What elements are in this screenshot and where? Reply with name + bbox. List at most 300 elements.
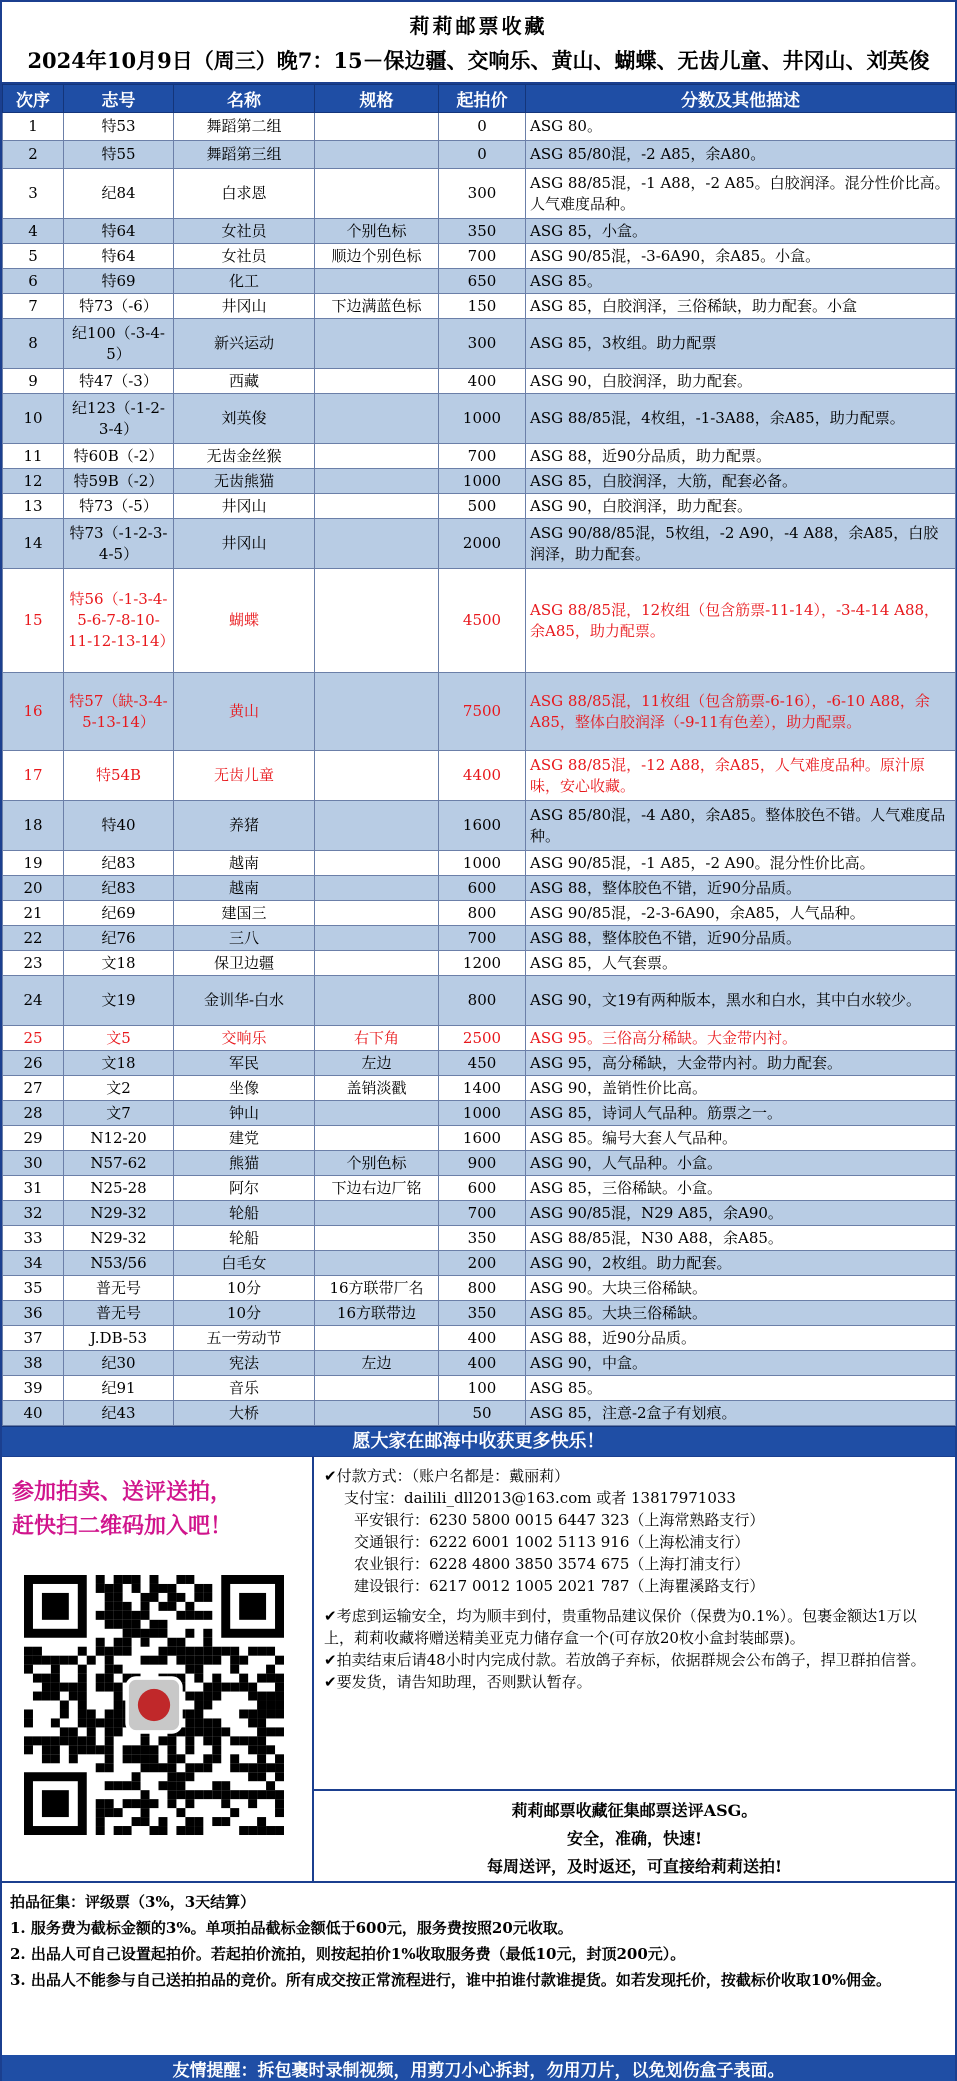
- lot-spec: [315, 1126, 439, 1151]
- lot-code: 特47（-3）: [64, 369, 174, 394]
- lot-desc: ASG 88，近90分品质，助力配票。: [526, 444, 956, 469]
- lot-spec: [315, 1326, 439, 1351]
- lot-desc: ASG 85，诗词人气品种。筋票之一。: [526, 1101, 956, 1126]
- table-row: [3, 169, 956, 219]
- table-row: [3, 569, 956, 673]
- lot-price: 4500: [439, 569, 526, 673]
- lot-desc: ASG 90/85混，-3-6A90，余A85。小盒。: [526, 244, 956, 269]
- lot-no: 28: [3, 1101, 64, 1126]
- lot-code: 纪30: [64, 1351, 174, 1376]
- lot-name: 轮船: [174, 1226, 315, 1251]
- lot-spec: 盖销淡戳: [315, 1076, 439, 1101]
- table-row: [3, 1276, 956, 1301]
- reminder-banner: 友情提醒：拆包裹时录制视频，用剪刀小心拆封，勿用刀片，以免划伤盒子表面。: [2, 2055, 955, 2081]
- lot-code: 特60B（-2）: [64, 444, 174, 469]
- table-row: [3, 1176, 956, 1201]
- lot-desc: ASG 90，2枚组。助力配套。: [526, 1251, 956, 1276]
- lot-code: 文18: [64, 951, 174, 976]
- payment-deadline-note: ✔拍卖结束后请48小时内完成付款。若放鸽子弃标，依据群规会公布鸽子，捍卫群拍信誉。: [324, 1651, 926, 1669]
- lot-spec: [315, 519, 439, 569]
- lot-desc: ASG 85。大块三俗稀缺。: [526, 1301, 956, 1326]
- lot-code: 特55: [64, 141, 174, 169]
- lot-desc: ASG 85/80混，-4 A80，余A85。整体胶色不错。人气难度品种。: [526, 801, 956, 851]
- lot-name: 井冈山: [174, 294, 315, 319]
- table-row: [3, 1151, 956, 1176]
- lot-spec: [315, 269, 439, 294]
- lot-code: 纪83: [64, 851, 174, 876]
- lot-no: 30: [3, 1151, 64, 1176]
- lot-price: 1000: [439, 1101, 526, 1126]
- lot-no: 18: [3, 801, 64, 851]
- lot-desc: ASG 88/85混，4枚组，-1-3A88，余A85，助力配票。: [526, 394, 956, 444]
- lot-code: 普无号: [64, 1276, 174, 1301]
- table-row: [3, 1351, 956, 1376]
- collect-line-1: 莉莉邮票收藏征集邮票送评ASG。: [511, 1801, 758, 1820]
- lot-no: 26: [3, 1051, 64, 1076]
- lot-desc: ASG 88/85混，-1 A88，-2 A85。白胶润泽。混分性价比高。人气难度品种。: [526, 169, 956, 219]
- lot-price: 700: [439, 1201, 526, 1226]
- lot-price: 0: [439, 141, 526, 169]
- lot-spec: 个别色标: [315, 219, 439, 244]
- lot-code: 特64: [64, 219, 174, 244]
- lot-desc: ASG 88/85混，N30 A88，余A85。: [526, 1226, 956, 1251]
- payment-heading: ✔付款方式：（账户名都是：戴丽莉）: [324, 1467, 570, 1485]
- lot-price: 7500: [439, 673, 526, 751]
- lot-name: 阿尔: [174, 1176, 315, 1201]
- lot-code: 纪84: [64, 169, 174, 219]
- table-row: [3, 494, 956, 519]
- lot-desc: ASG 90/85混，-1 A85，-2 A90。混分性价比高。: [526, 851, 956, 876]
- lot-desc: ASG 90/88/85混，5枚组，-2 A90，-4 A88，余A85，白胶润泽，助力配套。: [526, 519, 956, 569]
- table-row: [3, 951, 956, 976]
- lot-desc: ASG 88/85混，12枚组（包含筋票-11-14），-3-4-14 A88，余A85，助力配票。: [526, 569, 956, 673]
- lot-price: 650: [439, 269, 526, 294]
- table-row: [3, 1126, 956, 1151]
- lot-no: 15: [3, 569, 64, 673]
- lot-spec: [315, 469, 439, 494]
- lot-no: 22: [3, 926, 64, 951]
- table-row: [3, 851, 956, 876]
- lot-no: 14: [3, 519, 64, 569]
- lot-price: 1600: [439, 1126, 526, 1151]
- lot-code: 特59B（-2）: [64, 469, 174, 494]
- lot-code: 纪100（-3-4-5）: [64, 319, 174, 369]
- lot-desc: ASG 88，整体胶色不错，近90分品质。: [526, 876, 956, 901]
- lot-desc: ASG 90，中盒。: [526, 1351, 956, 1376]
- table-row: [3, 444, 956, 469]
- rule-item: 3. 出品人不能参与自己送拍拍品的竞价。所有成交按正常流程进行，谁中拍谁付款谁提货。如若发现托价，按截标价收取10%佣金。: [10, 1971, 892, 1989]
- table-row: [3, 113, 956, 141]
- lot-code: N29-32: [64, 1201, 174, 1226]
- lot-no: 37: [3, 1326, 64, 1351]
- lot-no: 11: [3, 444, 64, 469]
- lot-desc: ASG 85，3枚组。助力配票: [526, 319, 956, 369]
- lot-price: 400: [439, 369, 526, 394]
- lot-name: 保卫边疆: [174, 951, 315, 976]
- lot-name: 10分: [174, 1301, 315, 1326]
- lot-code: N57-62: [64, 1151, 174, 1176]
- lot-code: 特57（缺-3-4-5-13-14）: [64, 673, 174, 751]
- alipay-account: 支付宝：dailili_dll2013@163.com 或者 13817971033: [344, 1489, 736, 1507]
- lot-spec: 下边右边厂铭: [315, 1176, 439, 1201]
- lot-code: J.DB-53: [64, 1326, 174, 1351]
- lot-name: 建党: [174, 1126, 315, 1151]
- lot-price: 1200: [439, 951, 526, 976]
- lot-price: 350: [439, 1226, 526, 1251]
- lot-price: 700: [439, 244, 526, 269]
- table-row: [3, 219, 956, 244]
- lot-no: 9: [3, 369, 64, 394]
- lot-no: 33: [3, 1226, 64, 1251]
- lot-desc: ASG 88，整体胶色不错，近90分品质。: [526, 926, 956, 951]
- lot-code: 纪69: [64, 901, 174, 926]
- lot-spec: [315, 1201, 439, 1226]
- lot-code: 文18: [64, 1051, 174, 1076]
- table-row: [3, 141, 956, 169]
- lot-name: 西藏: [174, 369, 315, 394]
- lot-spec: 左边: [315, 1351, 439, 1376]
- lot-spec: [315, 951, 439, 976]
- delivery-note: ✔要发货，请告知助理，否则默认暂存。: [324, 1673, 592, 1691]
- lot-price: 1000: [439, 851, 526, 876]
- lot-spec: [315, 1401, 439, 1426]
- lot-no: 36: [3, 1301, 64, 1326]
- lot-spec: [315, 569, 439, 673]
- lot-price: 1000: [439, 469, 526, 494]
- lot-name: 无齿熊猫: [174, 469, 315, 494]
- lot-spec: [315, 976, 439, 1026]
- table-row: [3, 269, 956, 294]
- lot-price: 2000: [439, 519, 526, 569]
- lot-name: 黄山: [174, 673, 315, 751]
- lot-price: 500: [439, 494, 526, 519]
- lot-price: 400: [439, 1351, 526, 1376]
- title-bar: [2, 2, 955, 84]
- lot-name: 钟山: [174, 1101, 315, 1126]
- table-row: [3, 319, 956, 369]
- lot-code: 纪76: [64, 926, 174, 951]
- lot-spec: [315, 1101, 439, 1126]
- lot-spec: [315, 113, 439, 141]
- info-section: [2, 1456, 955, 1881]
- lot-desc: ASG 90/85混，-2-3-6A90，余A85，人气品种。: [526, 901, 956, 926]
- lot-no: 17: [3, 751, 64, 801]
- lot-spec: [315, 169, 439, 219]
- lot-spec: [315, 1376, 439, 1401]
- lot-price: 50: [439, 1401, 526, 1426]
- lot-code: N53/56: [64, 1251, 174, 1276]
- table-row: [3, 1326, 956, 1351]
- promo-line-2: 赶快扫二维码加入吧！: [12, 1513, 233, 1539]
- lot-code: N12-20: [64, 1126, 174, 1151]
- page-title: 莉莉邮票收藏: [409, 14, 548, 38]
- lot-spec: [315, 1226, 439, 1251]
- lot-name: 熊猫: [174, 1151, 315, 1176]
- lot-no: 34: [3, 1251, 64, 1276]
- lot-code: 特53: [64, 113, 174, 141]
- bank-account: 交通银行：6222 6001 1002 5113 916（上海松浦支行）: [354, 1533, 750, 1551]
- table-header-row: [3, 85, 956, 113]
- table-row: [3, 294, 956, 319]
- lot-name: 坐像: [174, 1076, 315, 1101]
- lot-name: 化工: [174, 269, 315, 294]
- table-row: [3, 673, 956, 751]
- lot-no: 3: [3, 169, 64, 219]
- lot-no: 10: [3, 394, 64, 444]
- lot-spec: [315, 319, 439, 369]
- lot-desc: ASG 85，人气套票。: [526, 951, 956, 976]
- lot-price: 300: [439, 319, 526, 369]
- rules-section: [2, 1881, 955, 2055]
- rule-item: 1. 服务费为截标金额的3%。单项拍品截标金额低于600元，服务费按照20元收取。: [10, 1919, 573, 1937]
- lot-spec: 个别色标: [315, 1151, 439, 1176]
- lot-no: 16: [3, 673, 64, 751]
- lot-desc: ASG 90，白胶润泽，助力配套。: [526, 369, 956, 394]
- lot-spec: [315, 1251, 439, 1276]
- lot-spec: 右下角: [315, 1026, 439, 1051]
- lot-spec: 16方联带边: [315, 1301, 439, 1326]
- lot-spec: [315, 369, 439, 394]
- lot-no: 32: [3, 1201, 64, 1226]
- column-header-desc: 分数及其他描述: [526, 85, 956, 113]
- lot-no: 21: [3, 901, 64, 926]
- lot-code: N25-28: [64, 1176, 174, 1201]
- lot-price: 150: [439, 294, 526, 319]
- lot-spec: 左边: [315, 1051, 439, 1076]
- lot-name: 交响乐: [174, 1026, 315, 1051]
- lot-name: 女社员: [174, 244, 315, 269]
- lot-name: 宪法: [174, 1351, 315, 1376]
- lot-no: 8: [3, 319, 64, 369]
- lot-spec: [315, 394, 439, 444]
- lot-desc: ASG 88/85混，11枚组（包含筋票-6-16），-6-10 A88，余A85，整体白胶润泽（-9-11有色差），助力配票。: [526, 673, 956, 751]
- table-row: [3, 244, 956, 269]
- lot-price: 350: [439, 219, 526, 244]
- lot-desc: ASG 90，人气品种。小盒。: [526, 1151, 956, 1176]
- lot-name: 金训华-白水: [174, 976, 315, 1026]
- table-row: [3, 1201, 956, 1226]
- table-row: [3, 1376, 956, 1401]
- table-row: [3, 1051, 956, 1076]
- collect-line-3: 每周送评，及时返还，可直接给莉莉送拍!: [486, 1857, 783, 1876]
- bank-account: 建设银行：6217 0012 1005 2021 787（上海瞿溪路支行）: [354, 1577, 765, 1595]
- lot-no: 25: [3, 1026, 64, 1051]
- lot-no: 27: [3, 1076, 64, 1101]
- lot-desc: ASG 90/85混，N29 A85，余A90。: [526, 1201, 956, 1226]
- table-row: [3, 1076, 956, 1101]
- lot-desc: ASG 88，近90分品质。: [526, 1326, 956, 1351]
- lot-desc: ASG 85，三俗稀缺。小盒。: [526, 1176, 956, 1201]
- lot-code: 特40: [64, 801, 174, 851]
- lot-name: 五一劳动节: [174, 1326, 315, 1351]
- lot-spec: [315, 801, 439, 851]
- lot-desc: ASG 85，白胶润泽，三俗稀缺，助力配套。小盒: [526, 294, 956, 319]
- lot-name: 无齿儿童: [174, 751, 315, 801]
- lot-price: 2500: [439, 1026, 526, 1051]
- lot-code: 特56（-1-3-4-5-6-7-8-10-11-12-13-14）: [64, 569, 174, 673]
- table-row: [3, 1226, 956, 1251]
- lot-price: 200: [439, 1251, 526, 1276]
- lot-spec: [315, 901, 439, 926]
- lot-name: 养猪: [174, 801, 315, 851]
- lot-spec: 顺边个别色标: [315, 244, 439, 269]
- lot-spec: [315, 751, 439, 801]
- table-row: [3, 519, 956, 569]
- bank-account: 平安银行：6230 5800 0015 6447 323（上海常熟路支行）: [354, 1511, 765, 1529]
- lot-price: 400: [439, 1326, 526, 1351]
- lot-price: 350: [439, 1301, 526, 1326]
- column-header-no: 次序: [3, 85, 64, 113]
- column-header-spec: 规格: [315, 85, 439, 113]
- lot-desc: ASG 85，小盒。: [526, 219, 956, 244]
- qr-code-icon[interactable]: [24, 1575, 284, 1835]
- lot-name: 蝴蝶: [174, 569, 315, 673]
- lot-spec: [315, 673, 439, 751]
- lot-desc: ASG 90，文19有两种版本，黑水和白水，其中白水较少。: [526, 976, 956, 1026]
- table-row: [3, 469, 956, 494]
- lot-desc: ASG 90。大块三俗稀缺。: [526, 1276, 956, 1301]
- lot-name: 白毛女: [174, 1251, 315, 1276]
- table-row: [3, 1101, 956, 1126]
- table-row: [3, 976, 956, 1026]
- table-row: [3, 751, 956, 801]
- lot-price: 300: [439, 169, 526, 219]
- table-row: [3, 1301, 956, 1326]
- lot-no: 7: [3, 294, 64, 319]
- lot-name: 军民: [174, 1051, 315, 1076]
- lot-code: 特69: [64, 269, 174, 294]
- bank-account: 农业银行：6228 4800 3850 3574 675（上海打浦支行）: [354, 1555, 750, 1573]
- lot-no: 20: [3, 876, 64, 901]
- table-row: [3, 369, 956, 394]
- info-right-panel: [314, 1457, 955, 1881]
- lot-no: 31: [3, 1176, 64, 1201]
- lot-no: 5: [3, 244, 64, 269]
- lot-desc: ASG 85，注意-2盒子有划痕。: [526, 1401, 956, 1426]
- lot-desc: ASG 85/80混，-2 A85，余A80。: [526, 141, 956, 169]
- lot-desc: ASG 95。三俗高分稀缺。大金带内衬。: [526, 1026, 956, 1051]
- lot-name: 音乐: [174, 1376, 315, 1401]
- lot-price: 800: [439, 901, 526, 926]
- lot-price: 600: [439, 876, 526, 901]
- lot-price: 900: [439, 1151, 526, 1176]
- lot-table: [2, 84, 956, 1426]
- lot-code: 纪43: [64, 1401, 174, 1426]
- lot-name: 越南: [174, 876, 315, 901]
- promo-panel: [2, 1457, 314, 1881]
- lot-code: 特73（-6）: [64, 294, 174, 319]
- lot-price: 1000: [439, 394, 526, 444]
- lot-spec: [315, 876, 439, 901]
- lot-price: 800: [439, 976, 526, 1026]
- lot-name: 轮船: [174, 1201, 315, 1226]
- collection-notice: [314, 1791, 955, 1881]
- lot-name: 舞蹈第三组: [174, 141, 315, 169]
- lot-name: 建国三: [174, 901, 315, 926]
- lot-name: 越南: [174, 851, 315, 876]
- lot-price: 1600: [439, 801, 526, 851]
- table-row: [3, 1026, 956, 1051]
- lot-name: 无齿金丝猴: [174, 444, 315, 469]
- page-subtitle: 2024年10月9日（周三）晚7：15－保边疆、交响乐、黄山、蝴蝶、无齿儿童、井冈山、刘英俊: [27, 48, 930, 73]
- lot-name: 三八: [174, 926, 315, 951]
- lot-code: 文5: [64, 1026, 174, 1051]
- lot-code: 文2: [64, 1076, 174, 1101]
- lot-price: 450: [439, 1051, 526, 1076]
- lot-code: 文7: [64, 1101, 174, 1126]
- lot-code: 文19: [64, 976, 174, 1026]
- shipping-note: ✔考虑到运输安全，均为顺丰到付，贵重物品建议保价（保费为0.1%）。包裹金额达1万以上，莉莉收藏将赠送精美亚克力储存盒一个(可存放20枚小盒封装邮票)。: [324, 1607, 917, 1647]
- lot-spec: [315, 926, 439, 951]
- lot-no: 40: [3, 1401, 64, 1426]
- lot-name: 井冈山: [174, 519, 315, 569]
- lot-spec: 16方联带厂名: [315, 1276, 439, 1301]
- lot-name: 女社员: [174, 219, 315, 244]
- lot-no: 12: [3, 469, 64, 494]
- lot-desc: ASG 80。: [526, 113, 956, 141]
- lot-code: 特73（-5）: [64, 494, 174, 519]
- lot-price: 100: [439, 1376, 526, 1401]
- table-row: [3, 394, 956, 444]
- lot-price: 800: [439, 1276, 526, 1301]
- lot-no: 1: [3, 113, 64, 141]
- lot-name: 大桥: [174, 1401, 315, 1426]
- lot-name: 新兴运动: [174, 319, 315, 369]
- lot-code: 纪91: [64, 1376, 174, 1401]
- collect-line-2: 安全，准确，快速!: [566, 1829, 703, 1848]
- wish-banner: 愿大家在邮海中收获更多快乐！: [2, 1426, 955, 1456]
- lot-desc: ASG 85。: [526, 269, 956, 294]
- lot-no: 19: [3, 851, 64, 876]
- lot-no: 4: [3, 219, 64, 244]
- rule-item: 2. 出品人可自己设置起拍价。若起拍价流拍，则按起拍价1%收取服务费（最低10元，封顶200元）。: [10, 1945, 686, 1963]
- lot-price: 700: [439, 926, 526, 951]
- lot-desc: ASG 90，白胶润泽，助力配套。: [526, 494, 956, 519]
- lot-name: 刘英俊: [174, 394, 315, 444]
- lot-no: 23: [3, 951, 64, 976]
- lot-code: 特73（-1-2-3-4-5）: [64, 519, 174, 569]
- lot-name: 白求恩: [174, 169, 315, 219]
- lot-code: 特54B: [64, 751, 174, 801]
- lot-price: 0: [439, 113, 526, 141]
- lot-code: 纪83: [64, 876, 174, 901]
- lot-name: 舞蹈第二组: [174, 113, 315, 141]
- lot-price: 4400: [439, 751, 526, 801]
- column-header-name: 名称: [174, 85, 315, 113]
- lot-desc: ASG 85。编号大套人气品种。: [526, 1126, 956, 1151]
- column-header-price: 起拍价: [439, 85, 526, 113]
- lot-no: 38: [3, 1351, 64, 1376]
- lot-spec: [315, 494, 439, 519]
- lot-price: 1400: [439, 1076, 526, 1101]
- lot-price: 700: [439, 444, 526, 469]
- lot-no: 24: [3, 976, 64, 1026]
- lot-name: 10分: [174, 1276, 315, 1301]
- rules-heading: 拍品征集：评级票（3%，3天结算）: [10, 1893, 256, 1911]
- lot-code: 纪123（-1-2-3-4）: [64, 394, 174, 444]
- promo-line-1: 参加拍卖、送评送拍，: [12, 1479, 233, 1505]
- lot-desc: ASG 88/85混，-12 A88，余A85，人气难度品种。原汁原味，安心收藏。: [526, 751, 956, 801]
- column-header-code: 志号: [64, 85, 174, 113]
- lot-table-body: [3, 113, 956, 1426]
- payment-info: [314, 1457, 955, 1791]
- table-row: [3, 1251, 956, 1276]
- lot-no: 13: [3, 494, 64, 519]
- lot-spec: [315, 444, 439, 469]
- table-row: [3, 876, 956, 901]
- lot-spec: [315, 141, 439, 169]
- table-row: [3, 926, 956, 951]
